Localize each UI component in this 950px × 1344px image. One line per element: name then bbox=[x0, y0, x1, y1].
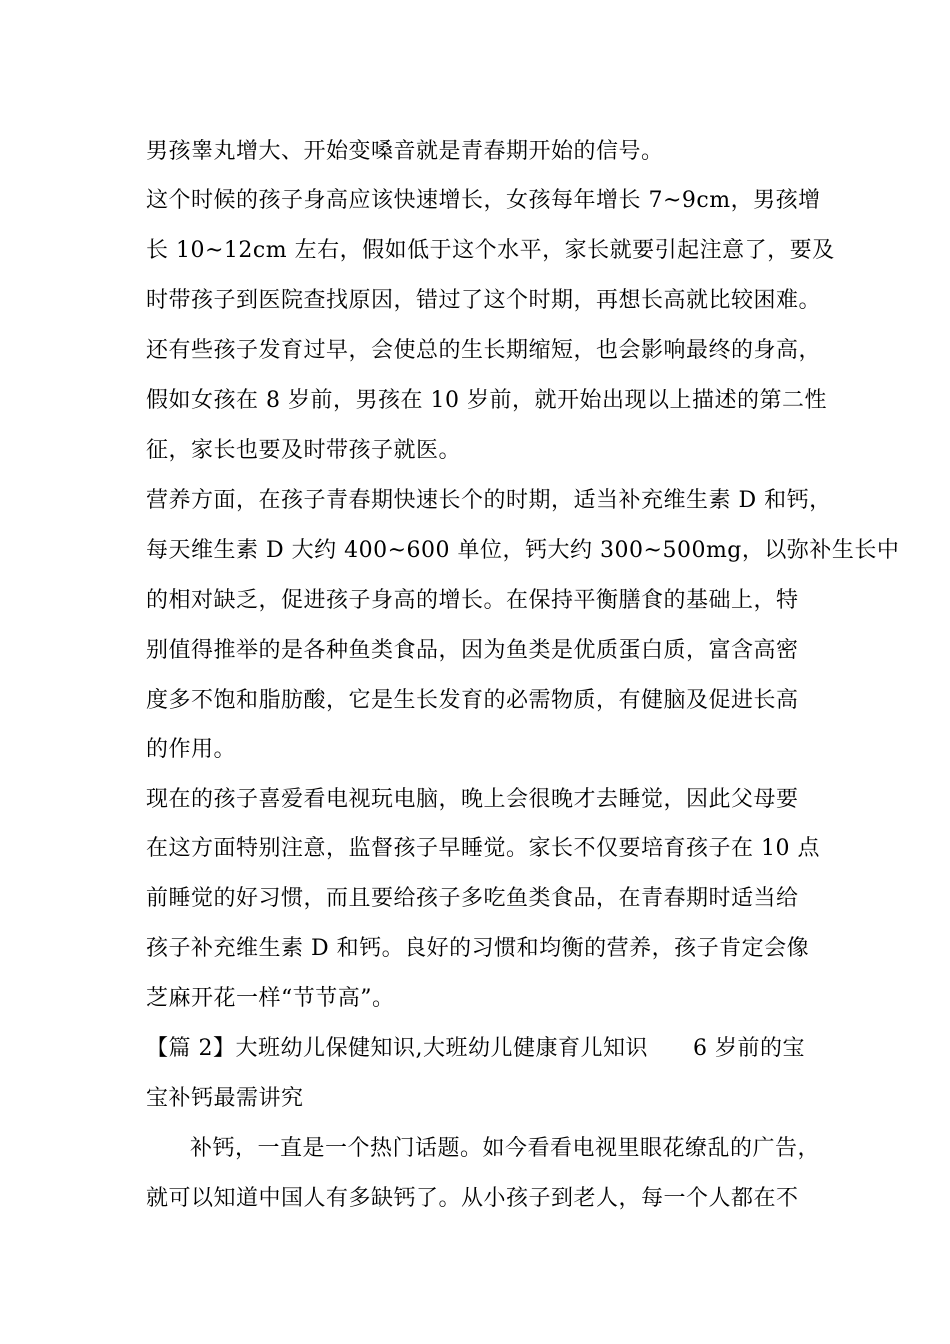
text-line: 的作用。 bbox=[146, 737, 237, 762]
text-line: 芝麻开花一样“节节高”。 bbox=[146, 986, 395, 1011]
text-line: 还有些孩子发育过早，会使总的生长期缩短，也会影响最终的身高， bbox=[146, 338, 822, 363]
text-line: 假如女孩在 8 岁前，男孩在 10 岁前，就开始出现以上描述的第二性 bbox=[146, 388, 827, 413]
text-line: 这个时候的孩子身高应该快速增长，女孩每年增长 7~9cm，男孩增 bbox=[146, 188, 821, 213]
section-heading-line: 【篇 2】大班幼儿保健知识,大班幼儿健康育儿知识 6 岁前的宝 bbox=[146, 1036, 805, 1061]
text-line: 在这方面特别注意，监督孩子早睡觉。家长不仅要培育孩子在 10 点 bbox=[146, 836, 820, 861]
text-line: 长 10~12cm 左右，假如低于这个水平，家长就要引起注意了，要及 bbox=[146, 238, 835, 263]
text-line: 就可以知道中国人有多缺钙了。从小孩子到老人，每一个人都在不 bbox=[146, 1186, 799, 1211]
text-line: 时带孩子到医院查找原因，错过了这个时期，再想长高就比较困难。 bbox=[146, 288, 822, 313]
text-line: 前睡觉的好习惯，而且要给孩子多吃鱼类食品，在青春期时适当给 bbox=[146, 886, 799, 911]
text-line: 孩子补充维生素 D 和钙。良好的习惯和均衡的营养，孩子肯定会像 bbox=[146, 936, 810, 961]
text-line: 的相对缺乏，促进孩子身高的增长。在保持平衡膳食的基础上，特 bbox=[146, 588, 799, 613]
text-line: 现在的孩子喜爱看电视玩电脑，晚上会很晚才去睡觉，因此父母要 bbox=[146, 787, 799, 812]
section-heading-line: 宝补钙最需讲究 bbox=[146, 1086, 304, 1111]
text-line: 补钙，一直是一个热门话题。如今看看电视里眼花缭乱的广告， bbox=[190, 1136, 821, 1161]
text-line: 别值得推举的是各种鱼类食品，因为鱼类是优质蛋白质，富含高密 bbox=[146, 638, 799, 663]
text-line: 营养方面，在孩子青春期快速长个的时期，适当补充维生素 D 和钙， bbox=[146, 488, 832, 513]
text-line: 每天维生素 D 大约 400~600 单位，钙大约 300~500mg，以弥补生长中 bbox=[146, 538, 900, 563]
text-line: 度多不饱和脂肪酸，它是生长发育的必需物质，有健脑及促进长高 bbox=[146, 688, 799, 713]
text-line: 男孩睾丸增大、开始变嗓音就是青春期开始的信号。 bbox=[146, 139, 664, 164]
text-line: 征，家长也要及时带孩子就医。 bbox=[146, 438, 462, 463]
